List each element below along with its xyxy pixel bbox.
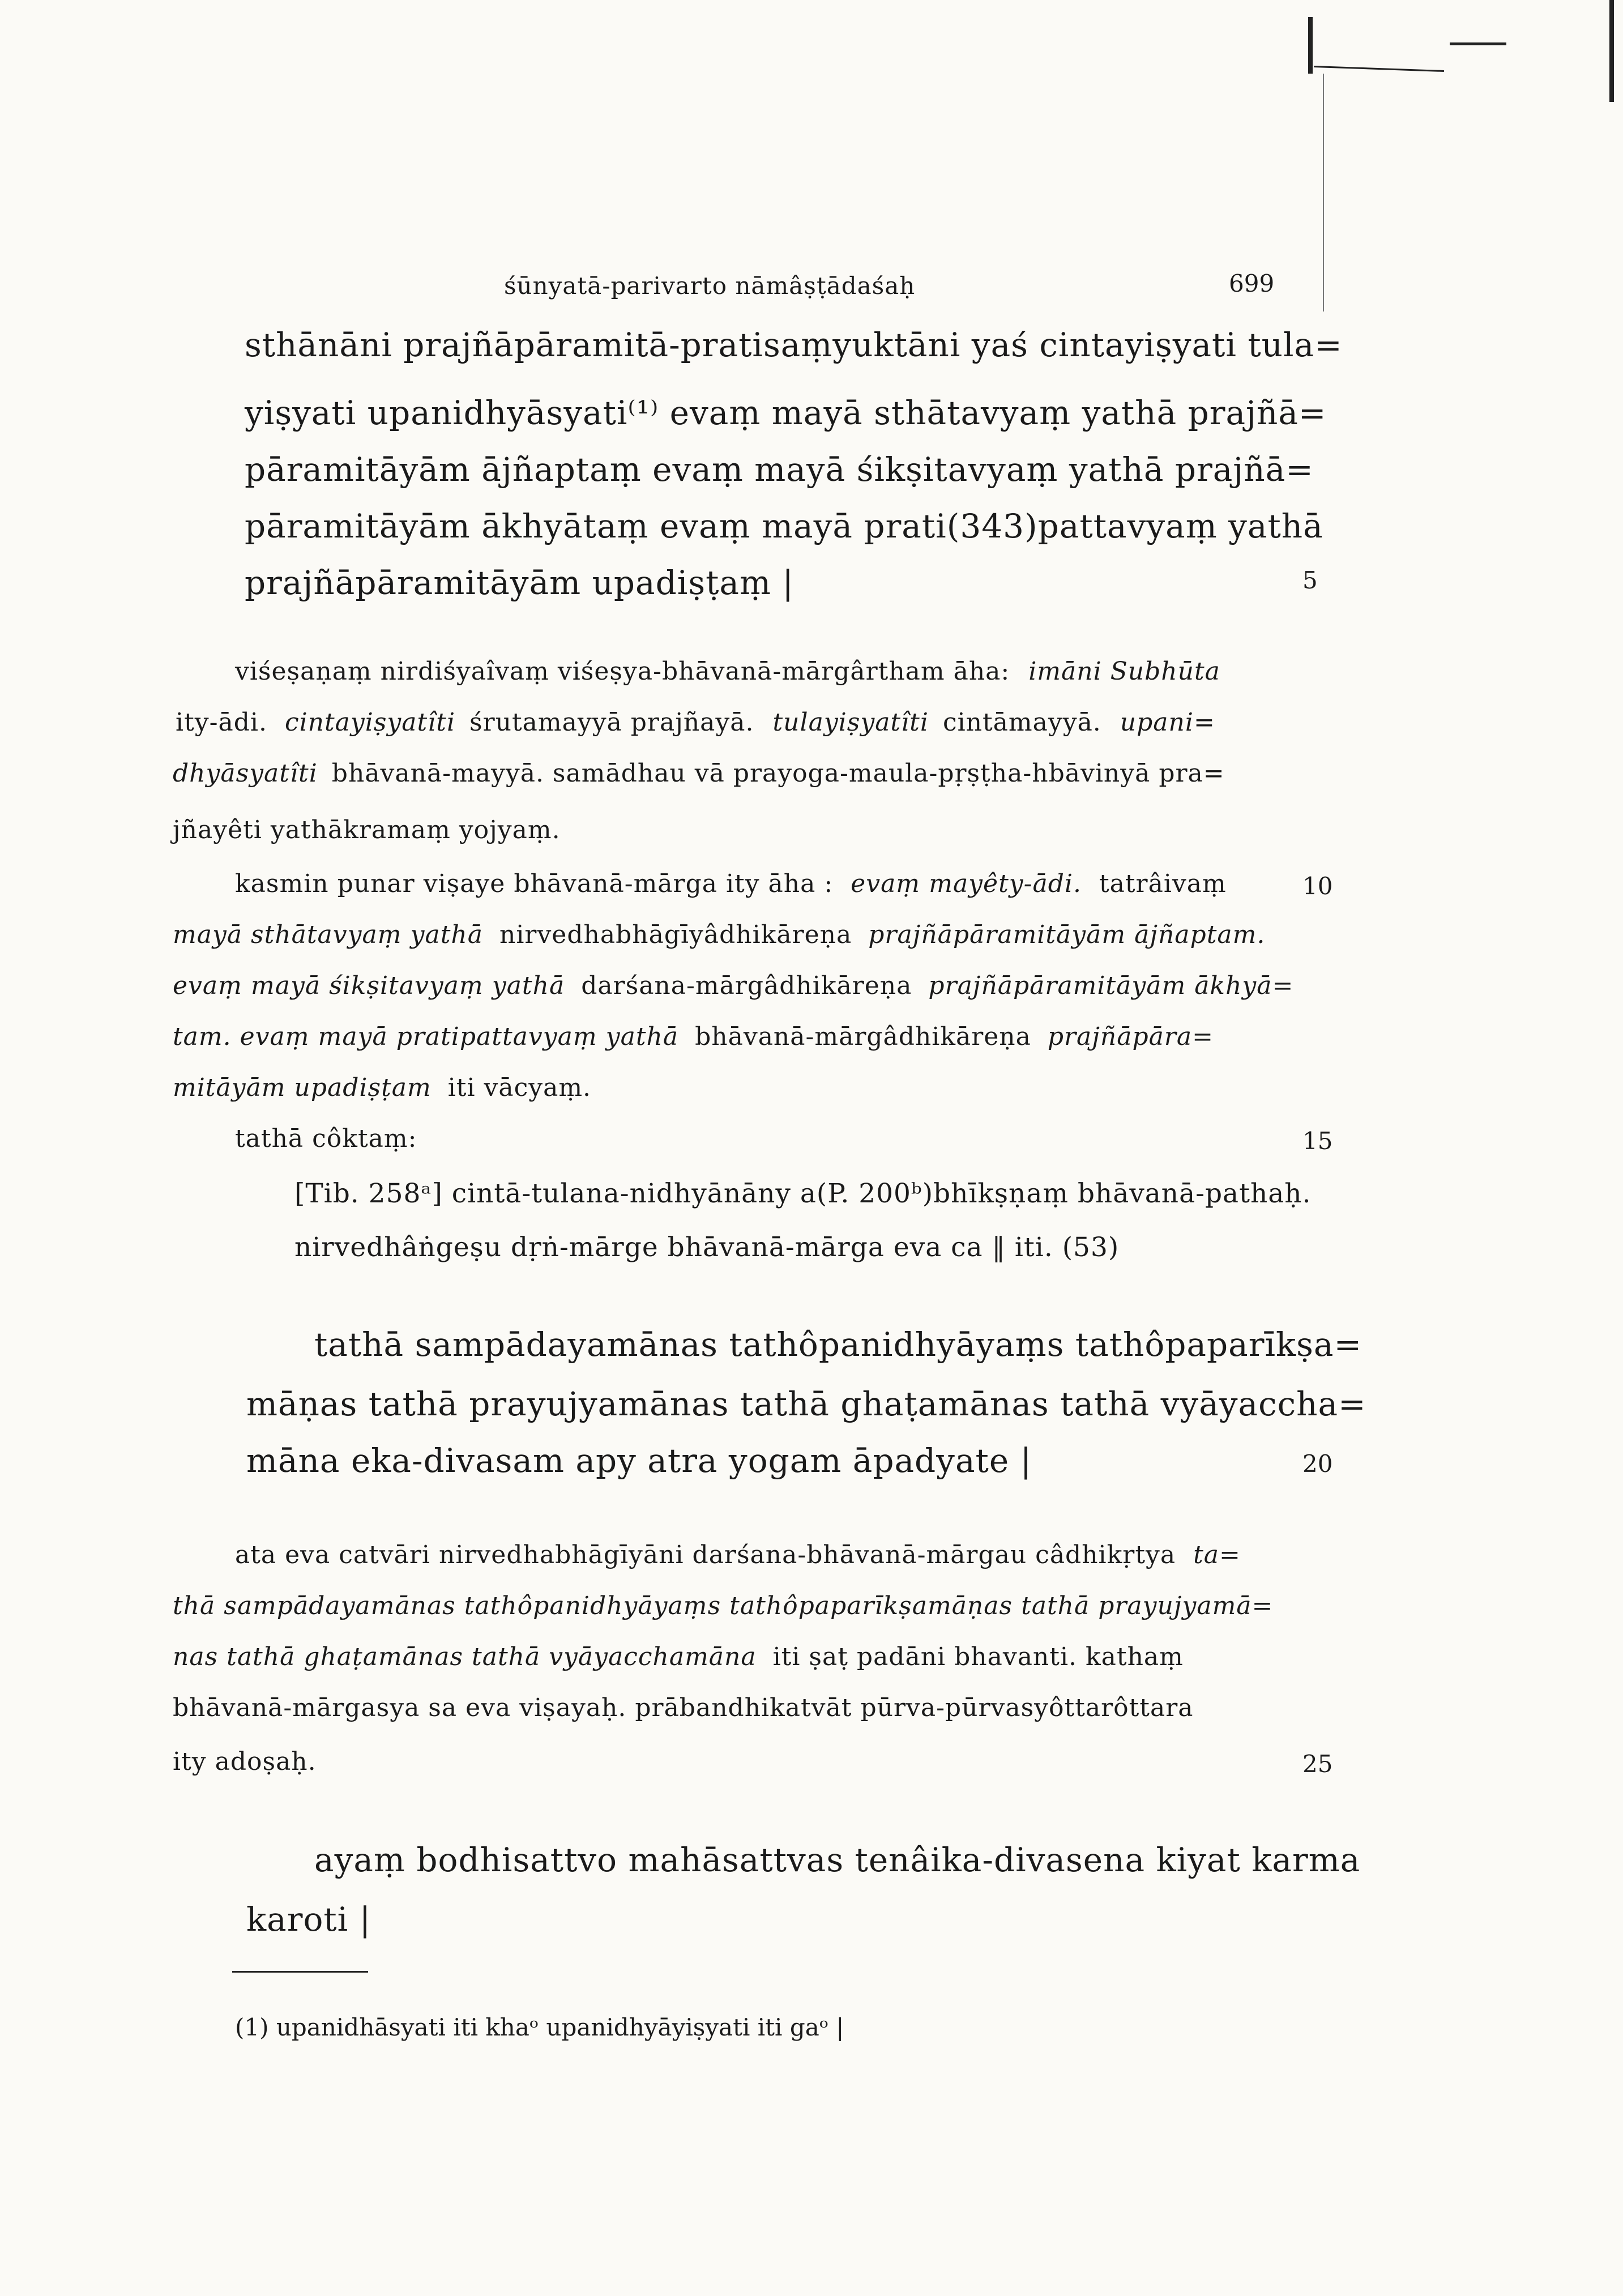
root-text-line: ayaṃ bodhisattvo mahāsattvas tenâika-divasena kiyat karma [314, 1841, 1361, 1879]
commentary-line [173, 759, 1225, 788]
commentary-text: ity-ādi. [176, 708, 267, 737]
commentary-text: śrutamayyā prajñayā. [469, 708, 754, 737]
commentary-lemma: dhyāsyatîti [173, 759, 318, 788]
commentary-text: bhāvanā-mārgâdhikāreṇa [695, 1022, 1031, 1051]
commentary-line: tathā côktaṃ: [235, 1124, 417, 1153]
commentary-line [173, 1642, 1184, 1671]
page-number: 699 [1229, 270, 1275, 297]
root-text-line: sthānāni prajñāpāramitā-pratisaṃyuktāni yaś cintayiṣyati tula= [245, 326, 1343, 364]
line-number: 5 [1302, 566, 1318, 594]
root-text-line: prajñāpāramitāyām upadiṣṭaṃ | [245, 564, 794, 602]
root-text-line: pāramitāyām ākhyātaṃ evaṃ mayā prati(343)pattavyaṃ yathā [245, 507, 1323, 545]
verse-line: nirvedhâṅgeṣu dṛṅ-mārge bhāvanā-mārga eva ca ‖ iti. (53) [294, 1232, 1120, 1263]
commentary-line [235, 1540, 1241, 1569]
line-number: 15 [1302, 1127, 1333, 1155]
commentary-line: ity adoṣaḥ. [173, 1747, 317, 1776]
root-text-line: karoti | [246, 1900, 371, 1939]
commentary-line [235, 657, 1220, 686]
line-number: 10 [1302, 872, 1333, 900]
footnote-rule [232, 1971, 368, 1973]
footnote: (1) upanidhāsyati iti khaᵒ upanidhyāyiṣyati iti gaᵒ | [235, 2013, 844, 2041]
line-number: 25 [1302, 1750, 1333, 1778]
commentary-text: ata eva catvāri nirvedhabhāgīyāni darśana-bhāvanā-mārgau câdhikṛtya [235, 1540, 1176, 1569]
commentary-lemma: prajñāpāra= [1047, 1022, 1214, 1051]
commentary-lemma: tam. evaṃ mayā pratipattavyaṃ yathā [173, 1022, 679, 1051]
root-text-line: yiṣyati upanidhyāsyati⁽¹⁾ evaṃ mayā sthātavyaṃ yathā prajñā= [245, 394, 1327, 432]
root-text-line: māna eka-divasam apy atra yogam āpadyate | [246, 1441, 1032, 1480]
commentary-lemma: upani= [1120, 708, 1215, 737]
commentary-line [235, 869, 1227, 898]
commentary-lemma: evaṃ mayêty-ādi. [851, 869, 1082, 898]
commentary-line: jñayêti yathākramaṃ yojyaṃ. [173, 816, 561, 844]
commentary-lemma: cintayiṣyatîti [284, 708, 456, 737]
scan-artifact-bar [1609, 0, 1614, 102]
scan-artifact-bar [1308, 17, 1313, 74]
commentary-text: bhāvanā-mayyā. samādhau vā prayoga-maula-pṛṣṭha-hbāvinyā pra= [331, 759, 1225, 788]
scan-artifact-line [1314, 66, 1444, 72]
commentary-line [173, 1022, 1214, 1051]
running-title: śūnyatā-parivarto nāmâṣṭādaśaḥ [504, 272, 916, 300]
commentary-text: iti ṣaṭ padāni bhavanti. kathaṃ [772, 1642, 1184, 1671]
scan-artifact-line [1450, 42, 1506, 45]
commentary-lemma: prajñāpāramitāyām ākhyā= [928, 971, 1294, 1000]
commentary-line [173, 920, 1265, 949]
line-number: 20 [1302, 1450, 1333, 1478]
commentary-lemma: imāni Subhūta [1028, 657, 1220, 686]
commentary-lemma: ta= [1193, 1540, 1241, 1569]
commentary-line: bhāvanā-mārgasya sa eva viṣayaḥ. prābandhikatvāt pūrva-pūrvasyôttarôttara [173, 1693, 1194, 1722]
commentary-lemma: tulayiṣyatîti [772, 708, 929, 737]
commentary-text: nirvedhabhāgīyâdhikāreṇa [499, 920, 852, 949]
commentary-text: tatrâivaṃ [1099, 869, 1227, 898]
commentary-line [173, 971, 1293, 1000]
commentary-text: viśeṣaṇaṃ nirdiśyaîvaṃ viśeṣya-bhāvanā-mārgârtham āha: [235, 657, 1010, 686]
commentary-line [173, 1591, 1273, 1620]
commentary-text: darśana-mārgâdhikāreṇa [581, 971, 912, 1000]
verse-line: [Tib. 258ᵃ] cintā-tulana-nidhyānāny a(P. 200ᵇ)bhīkṣṇaṃ bhāvanā-pathaḥ. [294, 1178, 1312, 1209]
commentary-text: iti vācyaṃ. [447, 1073, 592, 1102]
commentary-text: cintāmayyā. [942, 708, 1101, 737]
commentary-lemma: mitāyām upadiṣṭam [173, 1073, 432, 1102]
commentary-lemma: prajñāpāramitāyām ājñaptam. [868, 920, 1266, 949]
commentary-lemma: thā sampādayamānas tathôpanidhyāyaṃs tathôpaparīkṣamāṇas tathā prayujyamā= [173, 1591, 1274, 1620]
root-text-line: māṇas tathā prayujyamānas tathā ghaṭamānas tathā vyāyaccha= [246, 1385, 1366, 1423]
root-text-line: tathā sampādayamānas tathôpanidhyāyaṃs tathôpaparīkṣa= [314, 1325, 1363, 1364]
scan-artifact-line [1323, 74, 1324, 311]
commentary-lemma: nas tathā ghaṭamānas tathā vyāyacchamāna [173, 1642, 757, 1671]
commentary-lemma: evaṃ mayā śikṣitavyaṃ yathā [173, 971, 565, 1000]
commentary-text: kasmin punar viṣaye bhāvanā-mārga ity āha : [235, 869, 834, 898]
commentary-lemma: mayā sthātavyaṃ yathā [173, 920, 483, 949]
commentary-line [173, 1073, 591, 1102]
commentary-line [176, 708, 1215, 737]
root-text-line: pāramitāyām ājñaptaṃ evaṃ mayā śikṣitavyaṃ yathā prajñā= [245, 450, 1314, 489]
